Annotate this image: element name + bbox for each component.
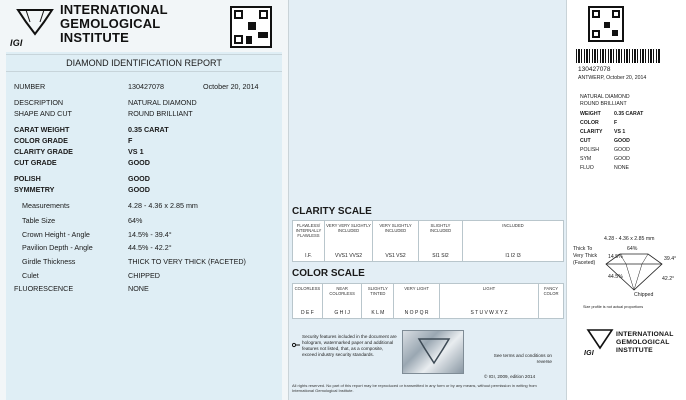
card-value-color: F xyxy=(614,120,618,126)
qr-code-icon xyxy=(230,6,272,48)
card-value-weight: 0.35 CARAT xyxy=(614,111,644,117)
color-scale xyxy=(292,283,564,319)
card-label-cut: CUT xyxy=(580,138,591,144)
report-label-number: NUMBER xyxy=(14,82,46,91)
diagram-pav-angle: 42.2° xyxy=(662,276,675,282)
color-scale-title: COLOR SCALE xyxy=(292,268,365,279)
clarity-scale xyxy=(292,220,564,262)
report-label-cut: CUT GRADE xyxy=(14,158,57,167)
card-description: NATURAL DIAMOND xyxy=(580,94,630,100)
igi-logo-text: IGI xyxy=(10,38,23,48)
report-value-measurements: 4.28 - 4.36 x 2.85 mm xyxy=(128,201,198,210)
fold-line xyxy=(288,0,289,400)
card-igi-logo-text: IGI xyxy=(584,350,594,357)
report-value-fluorescence: NONE xyxy=(128,284,149,293)
key-icon xyxy=(292,336,300,344)
card-label-clarity: CLARITY xyxy=(580,129,603,135)
report-label-polish: POLISH xyxy=(14,174,41,183)
brand-line-2: GEMOLOGICAL xyxy=(60,16,161,31)
card-brand-line-1: INTERNATIONAL xyxy=(616,331,674,338)
card-label-polish: POLISH xyxy=(580,147,600,153)
card-label-color: COLOR xyxy=(580,120,599,126)
report-label-girdle: Girdle Thickness xyxy=(22,257,76,266)
copyright: © IGI, 2009, edition 2014 xyxy=(484,374,536,379)
diagram-girdle: Thick To Very Thick (Faceted) xyxy=(573,246,598,266)
color-cell-colorless: COLORLESS D E F xyxy=(293,284,323,318)
brand-line-3: INSTITUTE xyxy=(60,30,129,45)
card-value-clarity: VS 1 xyxy=(614,129,626,135)
color-cell-light: LIGHT S T U V W X Y Z xyxy=(440,284,539,318)
clarity-cell-vvs: VERY VERY SLIGHTLY INCLUDED VVS1 VVS2 xyxy=(325,221,373,261)
color-cell-slightly-tinted: SLIGHTLY TINTED K L M xyxy=(362,284,394,318)
diagram-crown-angle: 39.4° xyxy=(664,256,677,262)
report-value-polish: GOOD xyxy=(128,174,150,183)
report-label-culet: Culet xyxy=(22,271,39,280)
diagram-measurements: 4.28 - 4.36 x 2.85 mm xyxy=(604,236,655,242)
report-value-culet: CHIPPED xyxy=(128,271,160,280)
report-title: DIAMOND IDENTIFICATION REPORT xyxy=(6,54,282,72)
card-brand-line-3: INSTITUTE xyxy=(616,347,653,354)
card-value-cut: GOOD xyxy=(614,138,630,144)
diagram-pav-pct: 44.5% xyxy=(608,274,623,280)
report-value-symmetry: GOOD xyxy=(128,185,150,194)
report-value-carat: 0.35 CARAT xyxy=(128,125,169,134)
diagram-crown-pct: 14.5% xyxy=(608,254,623,260)
terms-note: See terms and conditions on reverse xyxy=(493,353,552,364)
report-label-measurements: Measurements xyxy=(22,201,70,210)
clarity-cell-si: SLIGHTLY INCLUDED SI1 SI2 xyxy=(419,221,463,261)
report-label-pavilion: Pavilion Depth - Angle xyxy=(22,243,93,252)
report-value-girdle: THICK TO VERY THICK (FACETED) xyxy=(128,257,246,266)
card-brand-line-2: GEMOLOGICAL xyxy=(616,339,670,346)
card-value-sym: GOOD xyxy=(614,156,630,162)
card-value-polish: GOOD xyxy=(614,147,630,153)
report-value-pavilion: 44.5% - 42.2° xyxy=(128,243,172,252)
report-label-symmetry: SYMMETRY xyxy=(14,185,55,194)
report-date: October 20, 2014 xyxy=(203,82,259,91)
barcode-image xyxy=(576,49,660,63)
clarity-cell-i: INCLUDED I1 I2 I3 xyxy=(502,223,524,259)
fold-line xyxy=(566,0,567,400)
diagram-note: Size profile is not actual proportions xyxy=(583,305,644,309)
diagram-table: 64% xyxy=(627,246,638,252)
report-label-fluorescence: FLUORESCENCE xyxy=(14,284,74,293)
report-label-crown: Crown Height - Angle xyxy=(22,230,90,239)
color-cell-near-colorless: NEAR COLORLESS G H I J xyxy=(323,284,363,318)
report-label-carat: CARAT WEIGHT xyxy=(14,125,70,134)
card-label-weight: WEIGHT xyxy=(580,111,601,117)
card-label-sym: SYM xyxy=(580,156,592,162)
card-label-fluo: FLUO xyxy=(580,165,594,171)
report-value-clarity: VS 1 xyxy=(128,147,144,156)
report-label-description: DESCRIPTION xyxy=(14,98,64,107)
clarity-scale-title: CLARITY SCALE xyxy=(292,206,372,217)
diagram-culet: Chipped xyxy=(634,292,654,298)
card-number: 130427078 xyxy=(578,66,611,73)
card-value-fluo: NONE xyxy=(614,165,629,171)
color-cell-fancy: FANCY COLOR xyxy=(543,286,559,296)
igi-logo xyxy=(14,4,56,40)
card-shape: ROUND BRILLIANT xyxy=(580,101,627,107)
hologram-image xyxy=(402,330,464,374)
report-value-cut: GOOD xyxy=(128,158,150,167)
report-label-shape: SHAPE AND CUT xyxy=(14,109,72,118)
card-qr-code-icon xyxy=(588,6,624,42)
report-value-color: F xyxy=(128,136,133,145)
brand-line-1: INTERNATIONAL xyxy=(60,2,168,17)
rights-text: All rights reserved. No part of this report may be reproduced or transmitted in any form or by any means, without permission in writing from International Gemological Institute. xyxy=(292,383,537,393)
report-label-table: Table Size xyxy=(22,216,56,225)
clarity-cell-if: FLAWLESS/ INTERNALLY FLAWLESS I.F. xyxy=(293,221,325,261)
report-value-table: 64% xyxy=(128,216,143,225)
report-value-crown: 14.5% - 39.4° xyxy=(128,230,172,239)
security-text: Security features included in the document are hologram, watermarked paper and additional features not listed, that, as a composite, exceed industry security standards. xyxy=(302,334,397,357)
clarity-cell-vs: VERY SLIGHTLY INCLUDED VS1 VS2 xyxy=(373,221,419,261)
report-value-description: NATURAL DIAMOND xyxy=(128,98,197,107)
report-value-number: 130427078 xyxy=(128,82,164,91)
color-cell-very-light: VERY LIGHT N O P Q R xyxy=(394,284,440,318)
card-location-date: ANTWERP, October 20, 2014 xyxy=(578,75,647,81)
report-value-shape: ROUND BRILLIANT xyxy=(128,109,193,118)
report-label-clarity: CLARITY GRADE xyxy=(14,147,73,156)
report-label-color: COLOR GRADE xyxy=(14,136,68,145)
